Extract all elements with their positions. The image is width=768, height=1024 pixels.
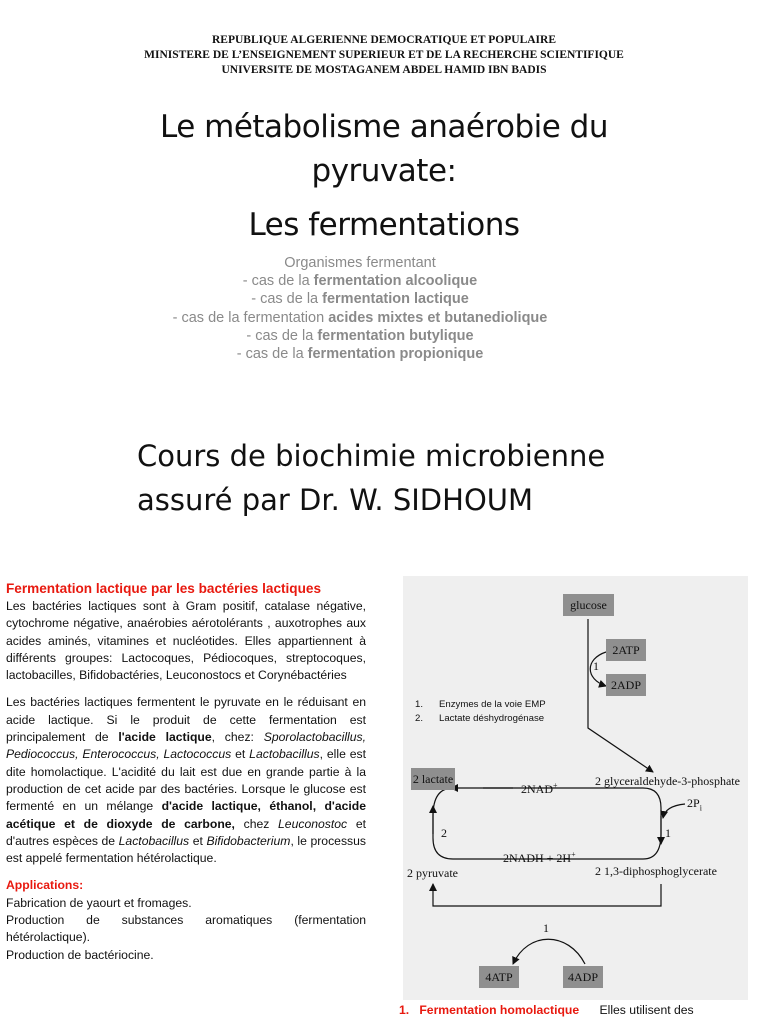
applications-heading: Applications:	[6, 878, 84, 893]
paragraph-2: Les bactéries lactiques fermentent le pyruvate en le réduisant en acide lactique. Si le produit de cette fermentation est principalement de l'acide lactique, chez: Sporolactobacillus, Pediococcus, Enterococcus, Lactococcus et Lactobacillus, elle est dite homolactique. L'acidité du lait est due en grande partie à la production de cet acide par des bactéries. Lorsque le glucose est fermenté en un mélange d'acide lactique, éthanol, d'acide acétique et de dioxyde de carbone, chez Leuconostoc et d'autres espèces de Lactobacillus et Bifidobacterium, le processus est appelé fermentation hétérolactique.	[6, 695, 367, 866]
paragraph-1: Les bactéries lactiques sont à Gram positif, catalase négative, cytochrome négative, anaérobies aérotolérants , auxotrophes aux acides aminés, vitamines et nucléotides. Elles appartiennent à différents groupes: Lactocoques, Pédiocoques, streptocoques, lactobacilles, Bifidobactéries, Leuconostocs et Corynébactéries	[6, 599, 366, 683]
dpg-label: 2 1,3-diphosphoglycerate	[595, 864, 717, 878]
homolactic-note: 1. Fermentation homolactique Elles utilisent des	[399, 1003, 694, 1017]
subtitle-item-propionique: - cas de la fermentation propionique	[236, 346, 484, 362]
lactate-box: 2 lactate	[411, 768, 455, 790]
section-heading: Fermentation lactique par les bactéries lactiques	[6, 581, 322, 596]
institution-line-1: REPUBLIQUE ALGERIENNE DEMOCRATIQUE ET POPULAIRE	[212, 34, 556, 46]
subtitle-item-lactique: - cas de la fermentation lactique	[251, 291, 469, 307]
subtitle-heading: Organismes fermentant	[284, 255, 436, 271]
adp-box: 2ADP	[606, 674, 646, 696]
lactic-fermentation-text	[6, 580, 366, 964]
title-line-1: Le métabolisme anaérobie du	[159, 109, 608, 145]
course-line-2: assuré par Dr. W. SIDHOUM	[137, 483, 534, 517]
glucose-box: glucose	[563, 594, 614, 616]
subtitle-item-butylique: - cas de la fermentation butylique	[246, 328, 474, 344]
legend-item-2: 2. Lactate déshydrogénase	[415, 713, 545, 724]
course-line-1: Cours de biochimie microbienne	[137, 439, 606, 473]
atp-box: 2ATP	[606, 639, 646, 661]
institution-line-2: MINISTERE DE L’ENSEIGNEMENT SUPERIEUR ET DE LA RECHERCHE SCIENTIFIQUE	[144, 49, 624, 61]
nad-label: 2NAD+	[521, 781, 558, 796]
title-line-2: pyruvate:	[311, 153, 457, 189]
pi-label: $2P_i$	[687, 796, 702, 813]
subtitle-item-alcoolique: - cas de la fermentation alcoolique	[242, 273, 478, 289]
institution-line-3: UNIVERSITE DE MOSTAGANEM ABDEL HAMID IBN BADIS	[221, 64, 547, 76]
enzyme-number-1a: 1	[593, 659, 599, 673]
enzyme-number-1c: 1	[543, 921, 549, 935]
g3p-label: 2 glyceraldehyde-3-phosphate	[595, 774, 740, 788]
application-item: Production de bactériocine.	[6, 947, 154, 962]
title-line-3: Les fermentations	[248, 207, 520, 243]
application-item: Fabrication de yaourt et fromages.	[6, 895, 192, 910]
pyruvate-label: 2 pyruvate	[407, 866, 458, 880]
application-item: Production de substances aromatiques (fermentation hétérolactique).	[6, 913, 366, 945]
atp4-box: 4ATP	[479, 966, 519, 988]
subtitle-item-acides-mixtes: - cas de la fermentation acides mixtes et butanediolique	[172, 310, 548, 326]
enzyme-number-2: 2	[441, 826, 447, 840]
adp4-box: 4ADP	[563, 966, 603, 988]
nadh-label: 2NADH + 2H+	[503, 850, 576, 865]
legend-item-1: 1. Enzymes de la voie EMP	[415, 699, 546, 710]
enzyme-number-1b: 1	[665, 826, 671, 840]
glycolysis-lactate-diagram	[403, 576, 748, 1000]
